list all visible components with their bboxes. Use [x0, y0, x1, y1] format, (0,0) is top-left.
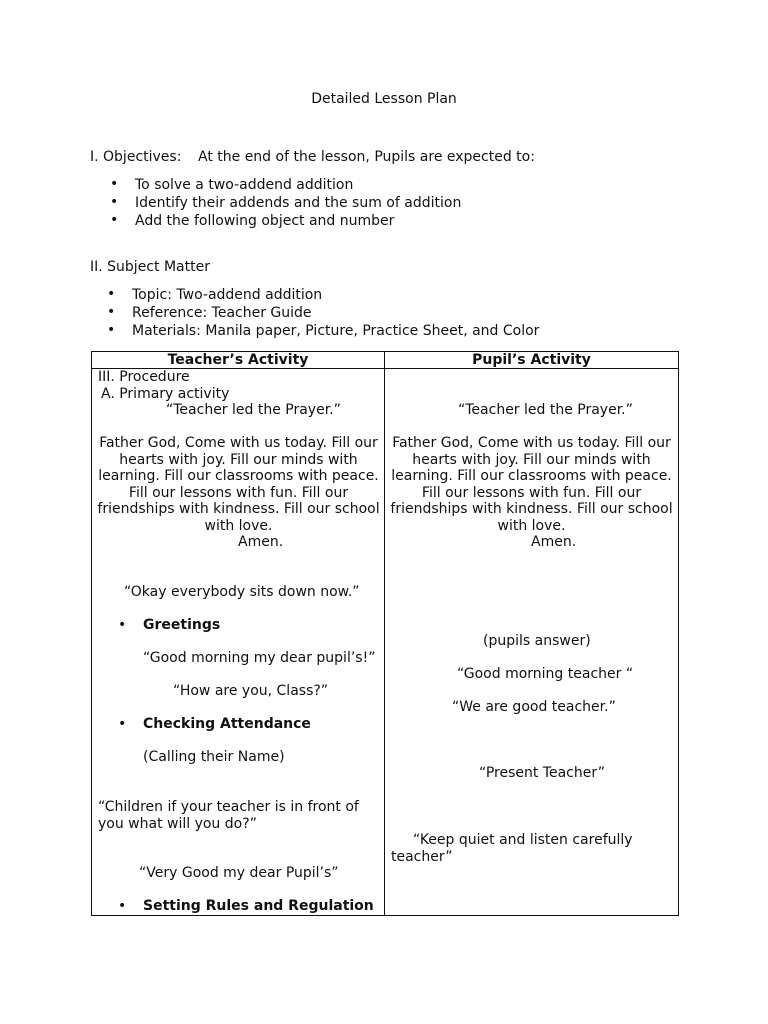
document-title: Detailed Lesson Plan — [311, 91, 457, 107]
greetings-heading: Greetings — [143, 617, 221, 633]
present-reply: “Present Teacher” — [479, 765, 605, 781]
keep-quiet-reply: “Keep quiet and listen carefully teacher” — [391, 832, 633, 865]
bullet-icon: • — [110, 176, 119, 192]
teacher-activity-header: Teacher’s Activity — [92, 352, 385, 369]
subject-matter-label: II. Subject Matter — [90, 259, 210, 275]
subject-item: Topic: Two-addend addition — [132, 287, 323, 303]
how-are-you-line: “How are you, Class?” — [173, 683, 329, 699]
objectives-intro: At the end of the lesson, Pupils are expected to: — [198, 149, 535, 165]
procedure-label: III. Procedure — [98, 369, 190, 385]
objective-item: To solve a two-addend addition — [135, 177, 354, 193]
pupils-answer-note: (pupils answer) — [483, 633, 591, 649]
sit-down-instruction: “Okay everybody sits down now.” — [124, 584, 360, 600]
activity-table — [91, 351, 679, 916]
bullet-icon: • — [118, 617, 127, 633]
objective-item: Identify their addends and the sum of addition — [135, 195, 462, 211]
greeting-line: “Good morning my dear pupil’s!” — [143, 650, 376, 666]
teacher-prayer-text: Father God, Come with us today. Fill our hearts with joy. Fill our minds with learning. Fill our classrooms with peace. Fill our lessons with fun. Fill our friendships with kindness. Fill our school with love. — [97, 435, 380, 534]
bullet-icon: • — [107, 304, 116, 320]
pupil-prayer-text: Father God, Come with us today. Fill our hearts with joy. Fill our minds with learning. Fill our classrooms with peace. Fill our lessons with fun. Fill our friendships with kindness. Fill our school with love. — [390, 435, 673, 534]
subject-item: Reference: Teacher Guide — [132, 305, 312, 321]
table-header-row — [92, 352, 679, 369]
rules-heading: Setting Rules and Regulation — [143, 898, 374, 914]
question-line: “Children if your teacher is in front of you what will you do?” — [98, 799, 359, 832]
very-good-line: “Very Good my dear Pupil’s” — [139, 865, 339, 881]
pupil-led-prayer: “Teacher led the Prayer.” — [458, 402, 633, 418]
attendance-heading: Checking Attendance — [143, 716, 311, 732]
pupil-activity-header: Pupil’s Activity — [385, 352, 679, 369]
bullet-icon: • — [110, 194, 119, 210]
pupil-amen: Amen. — [531, 534, 577, 550]
pupil-activity-cell — [385, 369, 679, 916]
calling-names-line: (Calling their Name) — [143, 749, 285, 765]
teacher-activity-cell — [92, 369, 385, 916]
good-morning-reply: “Good morning teacher “ — [457, 666, 634, 682]
bullet-icon: • — [107, 286, 116, 302]
table-row — [92, 369, 679, 916]
objectives-label: I. Objectives: — [90, 149, 182, 165]
we-are-good-reply: “We are good teacher.” — [452, 699, 616, 715]
bullet-icon: • — [118, 898, 127, 914]
subject-item: Materials: Manila paper, Picture, Practice Sheet, and Color — [132, 323, 540, 339]
teacher-amen: Amen. — [238, 534, 284, 550]
primary-activity-label: A. Primary activity — [101, 386, 230, 402]
teacher-led-prayer: “Teacher led the Prayer.” — [166, 402, 341, 418]
bullet-icon: • — [118, 716, 127, 732]
objective-item: Add the following object and number — [135, 213, 395, 229]
bullet-icon: • — [107, 322, 116, 338]
bullet-icon: • — [110, 212, 119, 228]
